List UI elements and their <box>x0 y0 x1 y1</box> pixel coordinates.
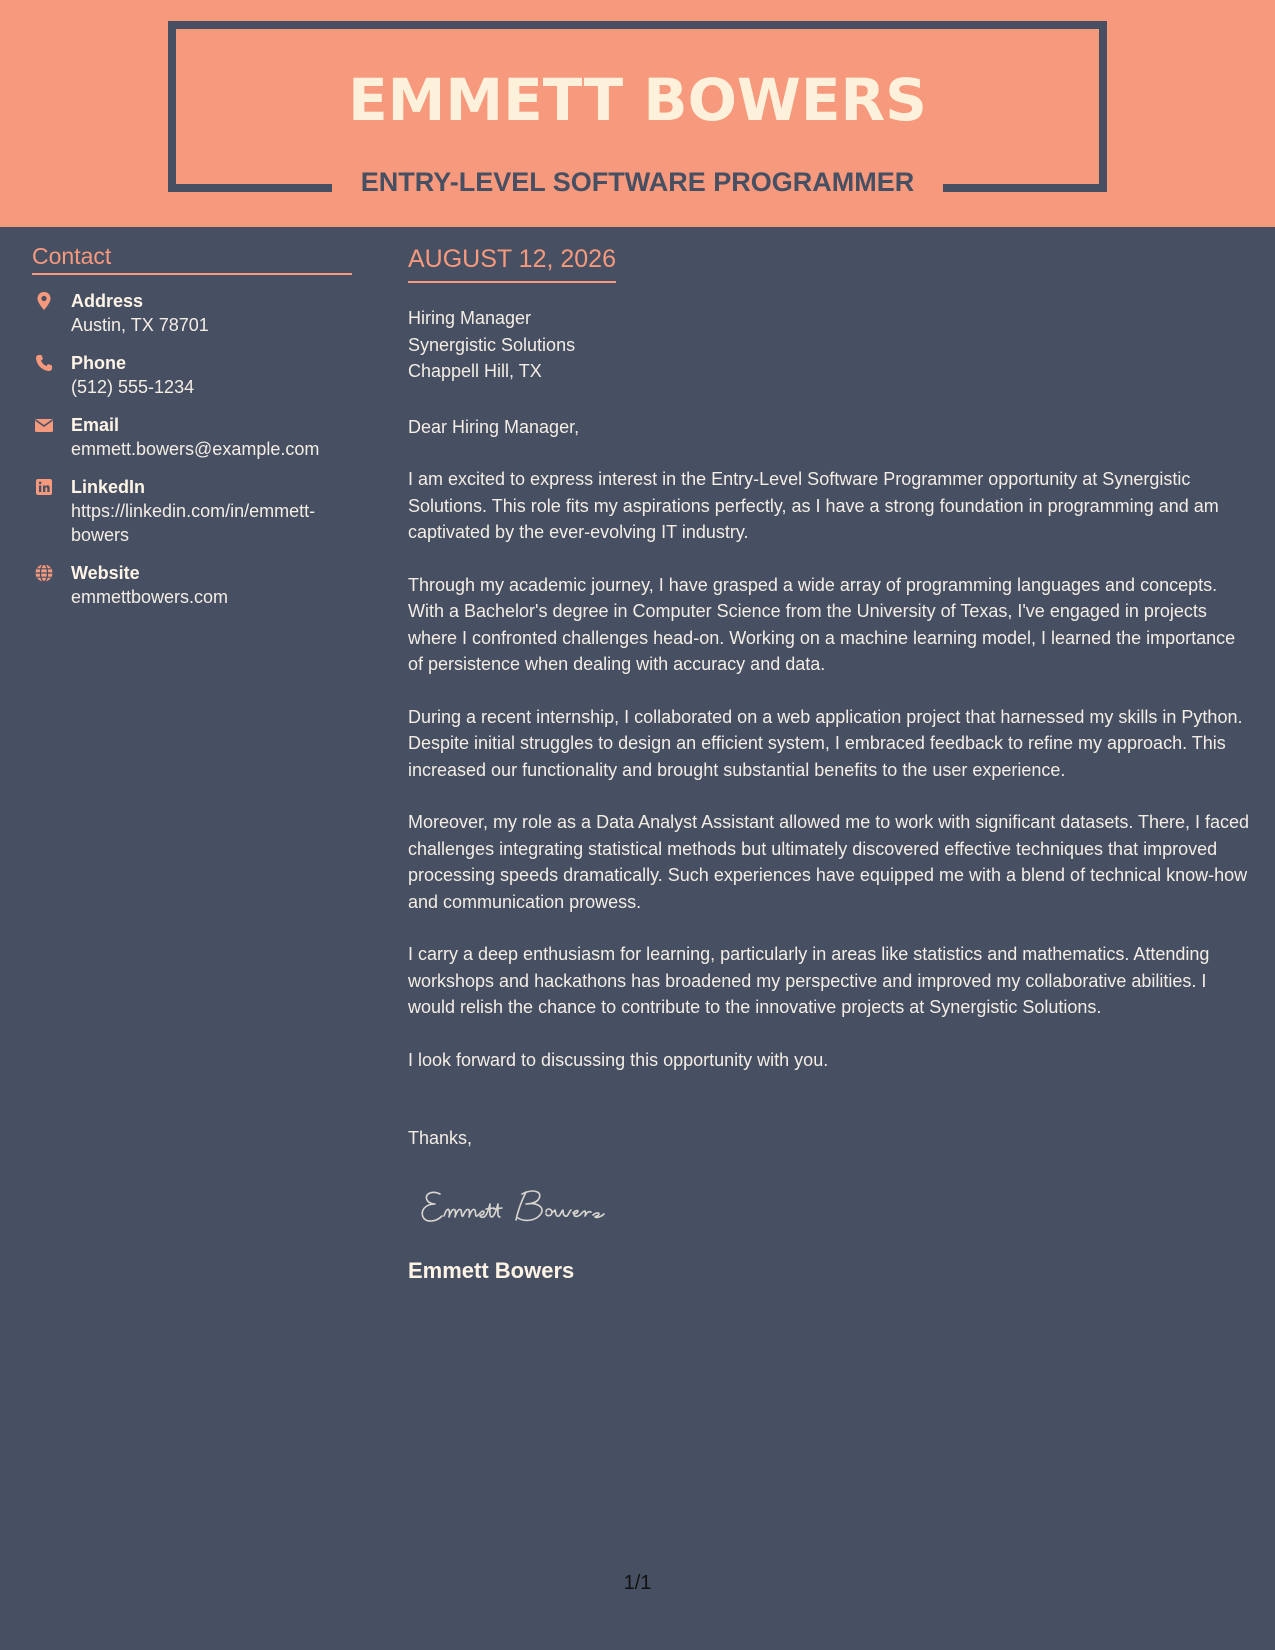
globe-icon <box>34 563 54 583</box>
applicant-name: EMMETT BOWERS <box>348 66 927 134</box>
contact-value: (512) 555-1234 <box>71 377 195 397</box>
map-pin-icon <box>34 291 54 311</box>
letter-paragraph: I am excited to express interest in the Entry-Level Software Programmer opportunity at Synergistic Solutions. This role fits my aspirations perfectly, as I have a strong foundation in programming and am captivated by the ever-evolving IT industry. <box>408 469 1219 542</box>
recipient-location: Chappell Hill, TX <box>408 361 542 381</box>
contact-value: emmett.bowers@example.com <box>71 439 320 459</box>
closing: Thanks, <box>408 1128 473 1148</box>
contact-value: Austin, TX 78701 <box>71 315 209 335</box>
contact-label: Phone <box>71 353 127 373</box>
letter-paragraph: I look forward to discussing this opportunity with you. <box>408 1049 829 1070</box>
contact-label: Address <box>71 291 144 311</box>
salutation: Dear Hiring Manager, <box>408 416 580 437</box>
contact-item-phone <box>32 351 352 399</box>
contact-sidebar <box>32 240 352 609</box>
recipient-title: Hiring Manager <box>408 308 532 328</box>
letter-paragraph: During a recent internship, I collaborated on a web application project that harnessed my skills in Python. Despite initial struggles to design an efficient system, I embraced feedback to refine my approach. This increased our functionality and brought substantial benefits to the user experience. <box>408 706 1243 780</box>
recipient-company: Synergistic Solutions <box>408 334 576 355</box>
letter-paragraph: I carry a deep enthusiasm for learning, particularly in areas like statistics and mathematics. Attending workshops and hackathons has broadened my perspective and improved my collaborative abilities. I would relish the chance to contribute to the innovative projects at Synergistic Solutions. <box>408 944 1210 1017</box>
header-frame-top <box>168 21 1107 29</box>
contact-label: Email <box>71 415 120 435</box>
contact-label: LinkedIn <box>71 477 146 497</box>
linkedin-icon <box>34 477 54 497</box>
handwritten-signature <box>418 1182 658 1232</box>
contact-label: Website <box>71 563 140 583</box>
letter-body <box>408 243 1253 1285</box>
header-banner <box>0 0 1275 227</box>
letter-date: AUGUST 12, 2026 <box>408 243 616 283</box>
signer-name: Emmett Bowers <box>408 1257 575 1283</box>
letter-paragraph: Through my academic journey, I have grasped a wide array of programming languages and concepts. With a Bachelor's degree in Computer Science from the University of Texas, I've engaged in projects where I confronted challenges head-on. Working on a machine learning model, I learned the importance of persistence when dealing with accuracy and data. <box>408 574 1236 674</box>
contact-value: emmettbowers.com <box>71 587 229 607</box>
contact-item-address <box>32 289 352 337</box>
recipient-block <box>408 305 1253 385</box>
phone-icon <box>34 353 54 373</box>
letter-paragraph: Moreover, my role as a Data Analyst Assistant allowed me to work with significant datasets. There, I faced challenges integrating statistical methods but ultimately discovered effective techniques that improved processing speeds dramatically. Such experiences have equipped me with a blend of technical know-how and communication prowess. <box>408 812 1250 912</box>
contact-value: https://linkedin.com/in/emmett-bowers <box>71 501 316 545</box>
applicant-role: ENTRY-LEVEL SOFTWARE PROGRAMMER <box>360 167 915 197</box>
contact-heading: Contact <box>32 240 352 275</box>
envelope-icon <box>34 415 54 435</box>
page-number: 1/1 <box>623 1572 652 1594</box>
contact-item-email <box>32 413 352 461</box>
contact-item-website <box>32 561 352 609</box>
contact-item-linkedin <box>32 475 352 547</box>
